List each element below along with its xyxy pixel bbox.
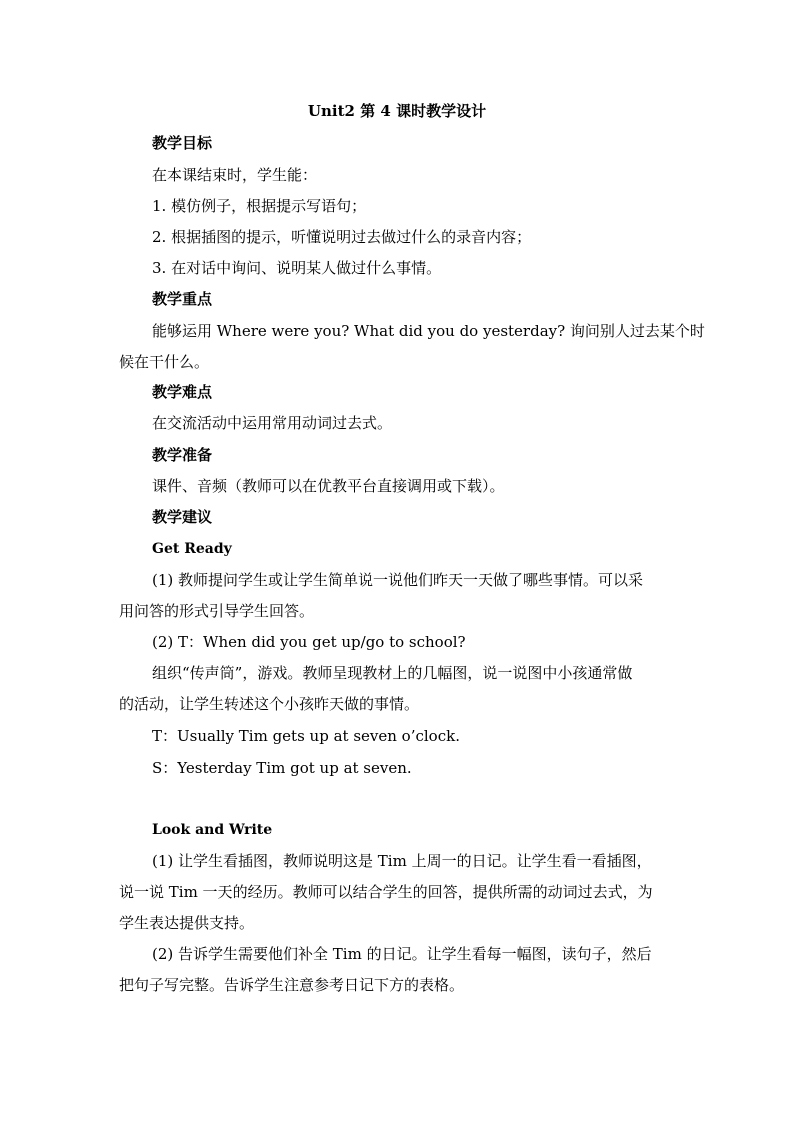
difficulty-text: 在交流活动中运用常用动词过去式。 bbox=[152, 414, 393, 432]
get-ready-paragraph: 用问答的形式引导学生回答。 bbox=[119, 602, 315, 620]
look-and-write-paragraph: (2) 告诉学生需要他们补全 Tim 的日记。让学生看每一幅图，读句子，然后 bbox=[152, 945, 652, 963]
page-title: Unit2 第 4 课时教学设计 bbox=[307, 102, 487, 120]
look-and-write-paragraph: 把句子写完整。告诉学生注意参考日记下方的表格。 bbox=[119, 976, 465, 994]
dialog-line-student: S：Yesterday Tim got up at seven. bbox=[152, 759, 412, 777]
look-and-write-paragraph: 说一说 Tim 一天的经历。教师可以结合学生的回答，提供所需的动词过去式，为 bbox=[119, 883, 653, 901]
objective-item: 1. 模仿例子，根据提示写语句； bbox=[152, 197, 367, 215]
get-ready-heading: Get Ready bbox=[152, 541, 232, 557]
look-and-write-paragraph: (1) 让学生看插图，教师说明这是 Tim 上周一的日记。让学生看一看插图， bbox=[152, 852, 652, 870]
objective-item: 3. 在对话中询问、说明某人做过什么事情。 bbox=[152, 259, 442, 277]
dialog-line-teacher: T：Usually Tim gets up at seven o’clock. bbox=[152, 727, 460, 745]
objective-item: 2. 根据插图的提示，听懂说明过去做过什么的录音内容； bbox=[152, 228, 532, 246]
get-ready-paragraph: 组织“传声筒”，游戏。教师呈现教材上的几幅图，说一说图中小孩通常做 bbox=[152, 664, 633, 682]
preparation-text: 课件、音频（教师可以在优教平台直接调用或下载）。 bbox=[152, 477, 505, 495]
key-points-text: 候在干什么。 bbox=[119, 353, 210, 371]
get-ready-paragraph: 的活动，让学生转述这个小孩昨天做的事情。 bbox=[119, 695, 420, 713]
objectives-intro: 在本课结束时，学生能： bbox=[152, 166, 318, 184]
get-ready-question: (2) T：When did you get up/go to school? bbox=[152, 633, 466, 651]
difficulty-heading: 教学难点 bbox=[152, 383, 213, 401]
look-and-write-paragraph: 学生表达提供支持。 bbox=[119, 914, 255, 932]
objectives-heading: 教学目标 bbox=[152, 134, 213, 152]
look-and-write-heading: Look and Write bbox=[152, 822, 273, 838]
key-points-text: 能够运用 Where were you? What did you do yesterday? 询问别人过去某个时 bbox=[152, 322, 705, 340]
get-ready-paragraph: (1) 教师提问学生或让学生简单说一说他们昨天一天做了哪些事情。可以采 bbox=[152, 571, 644, 589]
suggestions-heading: 教学建议 bbox=[152, 508, 213, 526]
key-points-heading: 教学重点 bbox=[152, 290, 213, 308]
preparation-heading: 教学准备 bbox=[152, 446, 213, 464]
